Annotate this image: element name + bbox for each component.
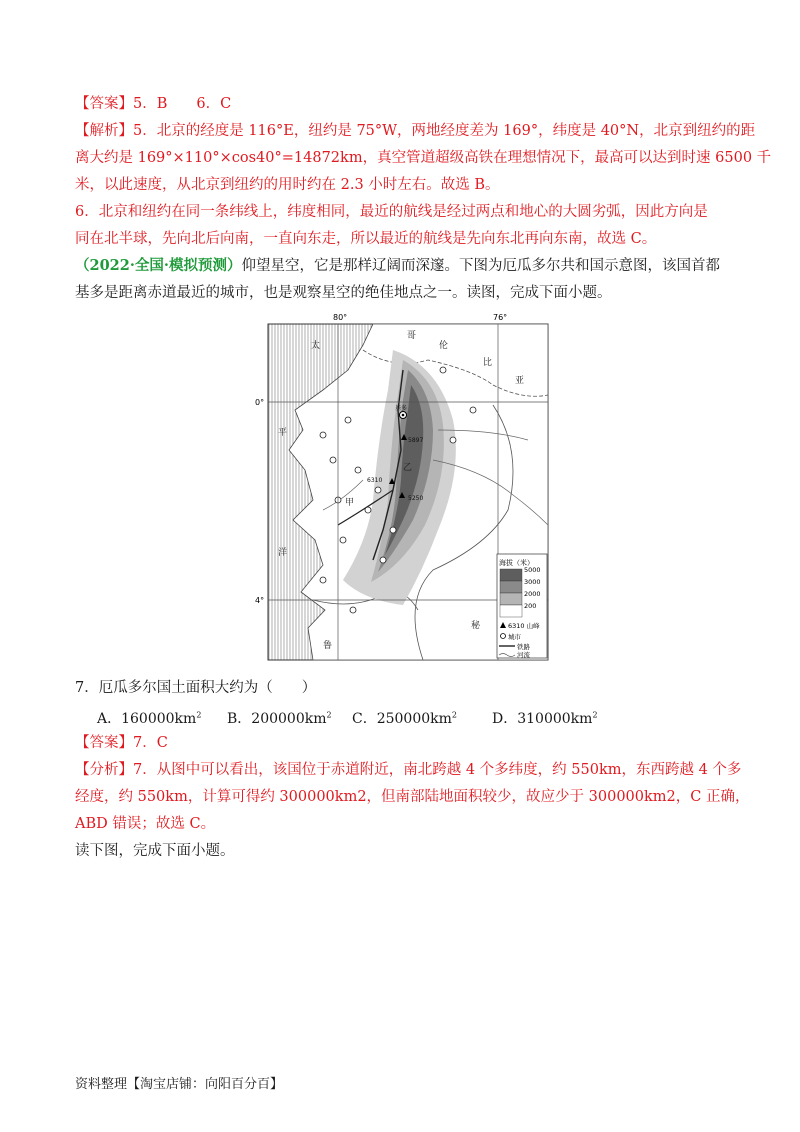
legend-level-1: 5000: [524, 566, 541, 574]
analysis-line-5: 同在北半球，先向北后向南，一直向东走，所以最近的航线是先向东北再向东南，故选 C。: [75, 231, 657, 247]
answer-text: 7．C: [133, 735, 168, 751]
label-colombia-4: 亚: [515, 376, 525, 386]
label-colombia-1: 哥: [407, 331, 417, 341]
label-peru-1: 秘: [471, 621, 481, 631]
lat-label-4: 4°: [255, 596, 265, 605]
legend-level-4: 200: [524, 602, 537, 610]
answer-label: 【答案】: [75, 96, 133, 112]
legend-peak: 6310 山峰: [508, 622, 540, 630]
page-footer: 资料整理【淘宝店铺：向阳百分百】: [75, 1077, 284, 1092]
lon-label-76: 76°: [493, 313, 508, 322]
legend-level-2: 3000: [524, 578, 541, 586]
question-7: 7．厄瓜多尔国土面积大约为（ ）: [75, 680, 317, 696]
analysis-label: 【解析】: [75, 123, 133, 139]
analysis7-label: 【分析】: [75, 762, 133, 778]
label-peru-2: 鲁: [323, 641, 333, 651]
legend-railway: 铁路: [517, 643, 530, 651]
analysis-line-1: 【解析】5．北京的经度是 116°E，纽约是 75°W，两地经度差为 169°，纬度是 40°N，北京到纽约的距: [75, 123, 756, 139]
answer-5-6: [75, 94, 231, 114]
analysis7-line-2: 经度，约 550km，计算可得约 300000km2，但南部陆地面积较少，故应少于 300000km2，C 正确，: [75, 789, 750, 805]
legend-river: 河流: [517, 651, 530, 659]
legend-level-3: 2000: [524, 590, 541, 598]
peak-label-6310: 6310: [367, 477, 383, 484]
label-ocean-1: 太: [311, 341, 321, 351]
option-c[interactable]: C．$250000km^2$: [352, 710, 458, 727]
option-d[interactable]: D．$310000km^2$: [492, 710, 598, 727]
label-ocean-3: 洋: [278, 548, 288, 558]
legend-city: 城市: [508, 633, 521, 641]
analysis7-line-1: 【分析】7．从图中可以看出，该国位于赤道附近，南北跨越 4 个多纬度，约 550km，东西跨越 4 个多: [75, 762, 742, 778]
option-a[interactable]: A．$160000km^2$: [97, 710, 202, 727]
peak-label-5250: 5250: [408, 495, 424, 502]
lon-label-80: 80°: [333, 313, 348, 322]
map-legend: [497, 554, 547, 659]
analysis7-line-3: ABD 错误；故选 C。: [75, 816, 216, 832]
label-colombia-3: 比: [483, 358, 493, 368]
answer-text: 5．B 6．C: [133, 96, 232, 112]
analysis-line-3: 米，以此速度，从北京到纽约的用时约在 2.3 小时左右。故选 B。: [75, 177, 500, 193]
source-tag: （2022·全国·模拟预测）: [75, 257, 242, 274]
answer-label: 【答案】: [75, 735, 133, 751]
answer-7: [75, 733, 168, 753]
option-b[interactable]: B．$200000km^2$: [227, 710, 332, 727]
peak-label-5897: 5897: [408, 437, 424, 444]
legend-title: 海拔（米）: [499, 559, 534, 567]
label-jia: 甲: [345, 498, 355, 508]
intro-line-2: 基多是距离赤道最近的城市，也是观察星空的绝佳地点之一。读图，完成下面小题。: [75, 285, 612, 301]
analysis-line-2: 离大约是 169°×110°×cos40°=14872km，真空管道超级高铁在理想情况下，最高可以达到时速 6500 千: [75, 150, 772, 166]
ecuador-map: [253, 310, 553, 666]
lat-label-0: 0°: [255, 398, 265, 407]
label-quito: 基多: [395, 405, 408, 412]
analysis-line-4: 6．北京和纽约在同一条纬线上，纬度相同，最近的航线是经过两点和地心的大圆劣弧，因此方向是: [75, 204, 708, 220]
intro-line-1: （2022·全国·模拟预测）仰望星空，它是那样辽阔而深邃。下图为厄瓜多尔共和国示意图，该国首都: [75, 257, 720, 274]
label-colombia-2: 伦: [439, 341, 449, 351]
next-instruction: 读下图，完成下面小题。: [75, 843, 235, 859]
label-yi: 乙: [403, 463, 413, 473]
label-ocean-2: 平: [278, 428, 288, 438]
